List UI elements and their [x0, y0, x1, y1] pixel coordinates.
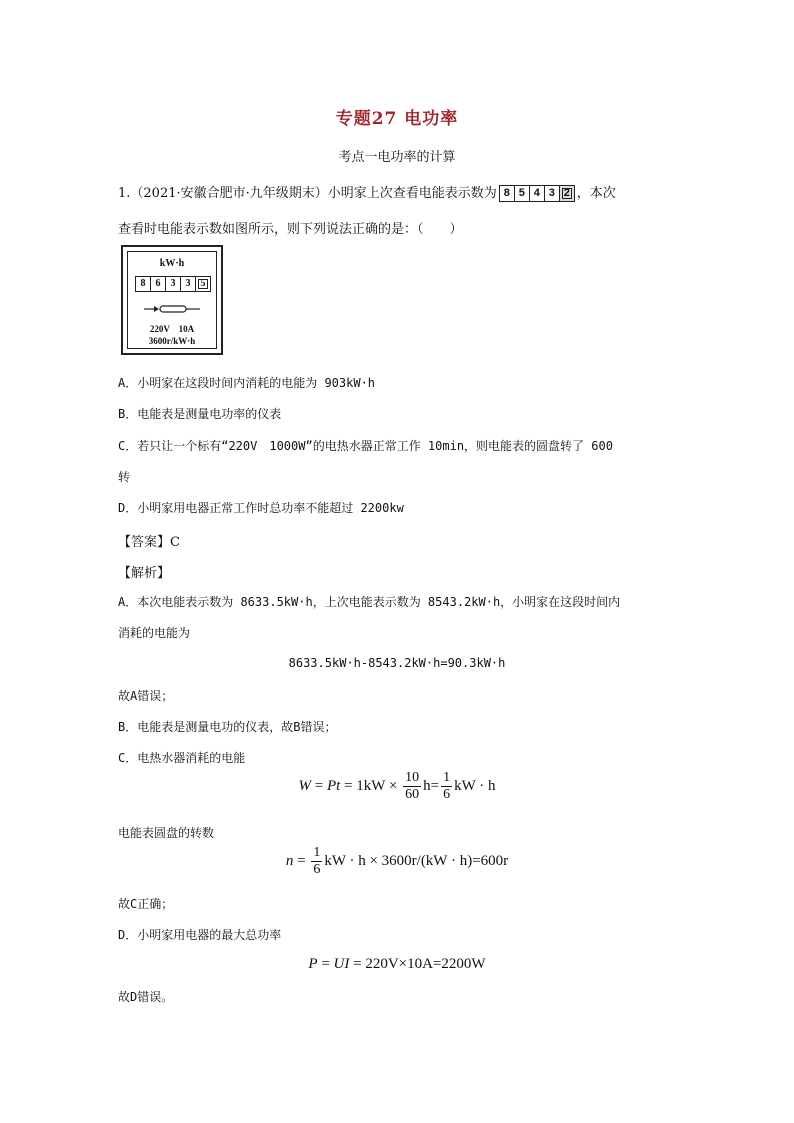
prev-digit: 4 [530, 186, 545, 201]
equals: = [293, 852, 310, 869]
meter-digit: 6 [151, 277, 166, 291]
analysis-label: 【解析】 [118, 566, 171, 581]
question-stem-tail: ，本次 [576, 186, 616, 201]
eq-mid: = 1kW × [340, 777, 402, 794]
fraction-numerator: 1 [313, 845, 321, 860]
meter-rating: 220V 10A [149, 324, 195, 334]
meter-digit: 3 [166, 277, 181, 291]
analysis-d-intro: D．小明家用电器的最大总功率 [118, 928, 282, 942]
analysis-d-conclusion: 故D错误。 [118, 990, 174, 1004]
analysis-c-mid: 电能表圆盘的转数 [118, 826, 215, 840]
option-d: D．小明家用电器正常工作时总功率不能超过 2200kw [118, 501, 404, 515]
fraction-denominator: 6 [313, 862, 321, 877]
equals: = [311, 777, 327, 794]
answer: 【答案】C [118, 535, 180, 550]
prev-digit: 5 [515, 186, 530, 201]
section-subtitle: 考点一电功率的计算 [338, 150, 456, 165]
eq-tail: = 220V×10A=2200W [349, 956, 486, 972]
page-title: 专题27 电功率 [335, 109, 459, 129]
eq-tail: kW · h × 3600r/(kW · h)=600r [324, 852, 509, 869]
symbol-u: U [333, 956, 345, 972]
option-c-line2: 转 [118, 470, 131, 484]
fraction-ten-sixtieths [403, 770, 421, 803]
symbol-n: n [285, 852, 294, 869]
analysis-c-equation-2 [0, 845, 794, 878]
symbol-t: t [336, 777, 341, 794]
meter-disc-icon [144, 304, 202, 314]
prev-digit-decimal: 2 [560, 186, 574, 201]
analysis-a-line2: 消耗的电能为 [118, 626, 191, 640]
prev-digit: 3 [545, 186, 560, 201]
fraction-one-sixth [311, 845, 322, 878]
option-c-line1: C．若只让一个标有“220V 1000W”的电热水器正常工作 10min，则电能表的圆盘转了 600 [118, 439, 613, 453]
meter-digit: 3 [181, 277, 196, 291]
analysis-a-equation: 8633.5kW·h-8543.2kW·h=90.3kW·h [288, 656, 506, 670]
fraction-numerator: 1 [443, 770, 451, 785]
meter-digit: 8 [136, 277, 151, 291]
energy-meter-figure [121, 245, 223, 355]
eq-tail: kW · h [454, 777, 496, 794]
equals: = [317, 956, 334, 972]
meter-revolutions: 3600r/kW·h [148, 336, 196, 346]
symbol-i: I [344, 956, 350, 972]
symbol-p: P [326, 777, 337, 794]
fraction-denominator: 60 [405, 787, 420, 802]
fraction-one-sixth [441, 770, 452, 803]
fraction-numerator: 10 [405, 770, 420, 785]
analysis-d-equation [0, 956, 794, 973]
analysis-a-conclusion: 故A错误； [118, 689, 174, 703]
analysis-a-line1: A．本次电能表示数为 8633.5kW·h，上次电能表示数为 8543.2kW·h，小明家在这段时间内 [118, 595, 621, 609]
analysis-b: B．电能表是测量电功的仪表，故B错误； [118, 720, 337, 734]
meter-digit-display [135, 276, 211, 292]
fraction-denominator: 6 [443, 787, 451, 802]
eq-after-fraction: h= [423, 777, 440, 794]
symbol-w: W [298, 777, 311, 794]
meter-digit-decimal: 5 [196, 277, 210, 291]
meter-face [127, 251, 217, 349]
meter-unit: kW·h [159, 258, 185, 269]
option-a: A．小明家在这段时间内消耗的电能为 903kW·h [118, 376, 376, 390]
question-stem-line2: 查看时电能表示数如图所示，则下列说法正确的是：（ ） [118, 222, 463, 237]
previous-reading-display [499, 185, 575, 202]
analysis-c-conclusion: 故C正确； [118, 897, 174, 911]
analysis-c-intro: C．电热水器消耗的电能 [118, 751, 246, 765]
symbol-p: P [308, 956, 318, 972]
question-stem-line1 [118, 182, 616, 202]
option-b: B．电能表是测量电功率的仪表 [118, 407, 282, 421]
question-stem-text: 1.（2021·安徽合肥市·九年级期末）小明家上次查看电能表示数为 [118, 186, 497, 201]
analysis-c-equation-1 [0, 770, 794, 803]
prev-digit: 8 [500, 186, 515, 201]
